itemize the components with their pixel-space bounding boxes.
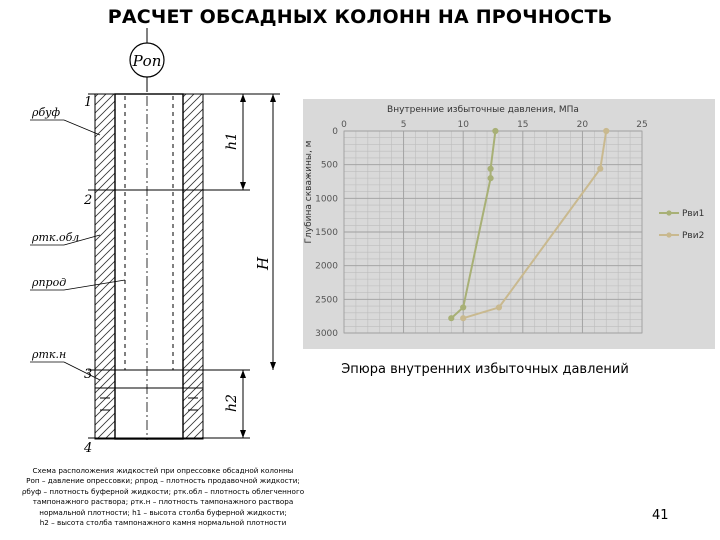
- x-tick-label: 15: [517, 120, 529, 130]
- caption-line: тампонажного раствора; ρтк.н – плотность тампонажного раствора: [32, 497, 294, 507]
- slide-title: РАСЧЕТ ОБСАДНЫХ КОЛОНН НА ПРОЧНОСТЬ: [107, 6, 613, 28]
- x-tick-label: 20: [576, 120, 589, 130]
- chart-caption: Эпюра внутренних избыточных давлений: [341, 362, 629, 377]
- p-prod-label: ρпрод: [32, 276, 67, 289]
- y-tick-label: 2000: [315, 261, 338, 272]
- h1-label: h1: [224, 132, 240, 150]
- data-point: [604, 128, 609, 133]
- left-annulus: [95, 94, 115, 439]
- pressure-chart: [303, 99, 715, 349]
- x-tick-label: 10: [457, 120, 469, 130]
- p-buf-label: ρбуф: [32, 106, 61, 119]
- legend-label: Рви2: [682, 231, 705, 241]
- data-point: [461, 305, 466, 310]
- pressure-label: Роп: [132, 52, 162, 70]
- right-annulus: [183, 94, 203, 439]
- p-tk-obl-label: ρтк.обл: [32, 231, 80, 244]
- y-tick-label: 0: [332, 127, 338, 137]
- data-point: [496, 305, 501, 310]
- p-tk-n-label: ρтк.н: [32, 348, 67, 361]
- page-number: 41: [652, 508, 669, 523]
- legend-label: Рви1: [682, 209, 705, 219]
- x-axis-title: Внутренние избыточные давления, МПа: [387, 105, 579, 115]
- caption-line: h2 – высота столба тампонажного камня нормальной плотности: [39, 518, 287, 528]
- caption-line: Схема расположения жидкостей при опрессовке обсадной колонны: [32, 466, 294, 475]
- caption-line: нормальной плотности; h1 – высота столба буферной жидкости;: [39, 507, 287, 517]
- data-point: [598, 166, 603, 171]
- legend-marker: [666, 232, 671, 237]
- data-point: [488, 166, 493, 171]
- y-tick-label: 1000: [315, 194, 338, 205]
- x-tick-label: 5: [400, 120, 407, 130]
- y-tick-label: 500: [320, 160, 338, 171]
- pressure-chart-svg: [303, 99, 715, 349]
- data-point: [488, 176, 493, 181]
- caption-line: ρбуф – плотность буферной жидкости; ρтк.обл – плотность облегченного: [21, 486, 305, 496]
- level-2: 2: [84, 193, 93, 208]
- level-1: 1: [84, 95, 93, 110]
- scheme-caption: [2, 466, 324, 528]
- caption-line: Роп – давление опрессовки; ρпрод – плотность продавочной жидкости;: [26, 476, 300, 486]
- data-point: [493, 128, 498, 133]
- y-tick-label: 3000: [315, 329, 338, 339]
- x-tick-label: 0: [341, 120, 347, 130]
- data-point: [461, 316, 466, 321]
- y-axis-title: Глубина скважины, м: [304, 140, 314, 244]
- h2-label: h2: [224, 394, 240, 412]
- y-tick-label: 2500: [315, 295, 338, 306]
- data-point: [449, 316, 454, 321]
- level-3: 3: [84, 367, 93, 382]
- y-tick-label: 1500: [315, 228, 338, 238]
- x-tick-label: 25: [636, 120, 648, 130]
- H-label: H: [254, 256, 272, 270]
- casing-scheme: [0, 0, 300, 470]
- legend-marker: [666, 210, 671, 215]
- level-4: 4: [84, 441, 93, 456]
